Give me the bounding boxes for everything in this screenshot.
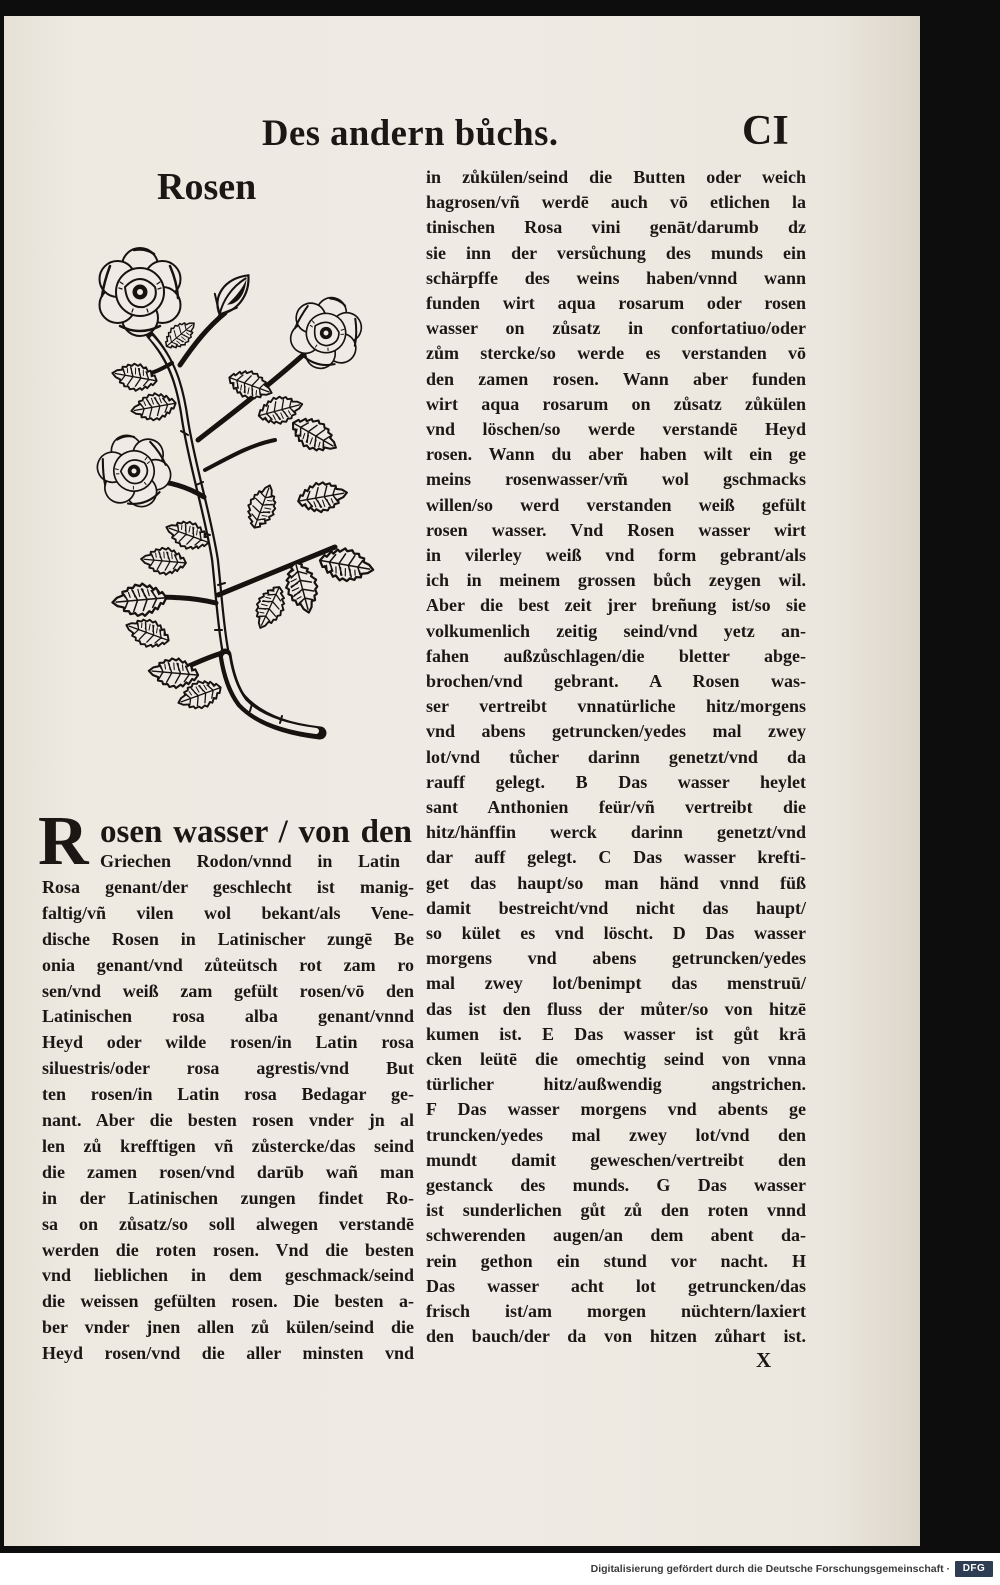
- text-line: werden die roten rosen. Vnd die besten: [42, 1239, 414, 1260]
- text-line: lot/vnd tůcher darinn genetzt/vnd da: [426, 746, 806, 767]
- text-line: rosen. Wann du aber haben wilt ein ge: [426, 444, 806, 465]
- text-line: so kület es vnd löscht. D Das wasser: [426, 923, 806, 943]
- text-line: vnd löschen/so werde verstandē Heyd: [426, 419, 806, 439]
- rose-leaf: [296, 478, 350, 516]
- rose-flower: [89, 425, 178, 518]
- text-line: gestanck des munds. G Das wasser: [426, 1175, 806, 1195]
- text-line: kumen ist. E Das wasser ist gůt krā: [426, 1023, 806, 1044]
- decorated-initial: R: [38, 803, 89, 880]
- text-line: siluestris/oder rosa agrestis/vnd But: [42, 1058, 414, 1079]
- text-line: ten rosen/in Latin rosa Bedagar ge-: [42, 1084, 414, 1105]
- rose-leaf: [111, 582, 168, 619]
- rose-bud: [203, 265, 254, 329]
- text-line: truncken/yedes mal zwey lot/vnd den: [426, 1124, 806, 1145]
- text-line: sa on zůsatz/so soll alwegen verstandē: [42, 1213, 414, 1234]
- text-line: dar auff gelegt. C Das wasser krefti-: [426, 847, 806, 868]
- rose-leaf: [248, 581, 291, 633]
- text-line: den bauch/der da von hitzen zůhart ist.: [426, 1326, 806, 1347]
- text-line: Griechen Rodon/vnnd in Latin: [100, 851, 400, 871]
- text-line: rosen wasser. Vnd Rosen wasser wirt: [426, 519, 806, 540]
- text-line: die zamen rosen/vnd darūb wañ man: [42, 1161, 414, 1182]
- footer-bar: [0, 1553, 1000, 1585]
- text-line: mundt damit geweschen/vertreibt den: [426, 1149, 806, 1170]
- text-line: funden wirt aqua rosarum oder rosen: [426, 293, 806, 313]
- text-line: fahen außzůschlagen/die bletter abge-: [426, 645, 806, 666]
- text-line: morgens vnd abens getruncken/yedes: [426, 948, 806, 969]
- text-line: meins rosenwasser/vm̃ wol gschmacks: [426, 469, 806, 490]
- text-line: cken leütē die omechtig seind von vnna: [426, 1049, 806, 1069]
- text-line: Rosa genant/der geschlecht ist manig-: [42, 876, 414, 897]
- text-line: rauff gelegt. B Das wasser heylet: [426, 771, 806, 792]
- text-line: brochen/vnd gebrant. A Rosen was-: [426, 671, 806, 691]
- text-line: türlicher hitz/außwendig angstrichen.: [426, 1074, 806, 1095]
- funding-credit: Digitalisierung gefördert durch die Deutsche Forschungsgemeinschaft ·: [590, 1563, 950, 1575]
- text-line: faltig/vñ vilen wol bekant/als Vene-: [42, 902, 414, 923]
- text-line: F Das wasser morgens vnd abents ge: [426, 1099, 806, 1120]
- text-line: die weissen gefülten rosen. Die besten a-: [42, 1291, 414, 1312]
- text-line: in zůkülen/seind die Butten oder weich: [426, 167, 806, 187]
- text-line: schwerenden augen/an dem abent da-: [426, 1225, 806, 1246]
- dfg-logo: DFG: [955, 1561, 993, 1577]
- text-line: nant. Aber die besten rosen vnder jn al: [42, 1110, 414, 1130]
- text-line: hitz/hänffin werck darinn genetzt/vnd: [426, 822, 806, 843]
- first-line: osen wasser / von den: [100, 814, 412, 850]
- text-line: tinischen Rosa vini genāt/darumb dz: [426, 217, 806, 238]
- text-line: Heyd rosen/vnd die aller minsten vnd: [42, 1343, 414, 1364]
- text-line: hagrosen/vñ werdē auch vō etlichen la: [426, 192, 806, 213]
- text-line: get das haupt/so man händ vnnd füß: [426, 872, 806, 893]
- text-line: schärpffe des weins haben/vnnd wann: [426, 267, 806, 288]
- text-line: ber vnder jnen allen zů külen/seind die: [42, 1317, 414, 1338]
- text-line: Das wasser acht lot getruncken/das: [426, 1275, 806, 1296]
- text-line: in vilerley weiß vnd form gebrant/als: [426, 545, 806, 565]
- section-title: Rosen: [157, 166, 257, 208]
- text-line: dische Rosen in Latinischer zungē Be: [42, 928, 414, 949]
- text-line: vnd lieblichen in dem geschmack/seind: [42, 1265, 414, 1286]
- text-line: mal zwey lot/benimpt das menstruū/: [426, 973, 806, 994]
- rose-leaf: [140, 546, 187, 577]
- rose-leaf: [286, 410, 344, 460]
- text-line: sen/vnd weiß zam gefült rosen/vō den: [42, 980, 414, 1001]
- text-line: willen/so werd verstanden weiß gefült: [426, 494, 806, 515]
- text-line: Latinischen rosa alba genant/vnnd: [42, 1006, 414, 1027]
- text-line: rein gethon ein stund vor nacht. H: [426, 1250, 806, 1271]
- running-title: Des andern bůchs.: [262, 112, 559, 153]
- text-line: wasser on zůsatz in confortatiuo/oder: [426, 318, 806, 339]
- text-line: ich in meinem grossen bůch zeygen wil.: [426, 570, 806, 591]
- text-line: in der Latinischen zungen findet Ro-: [42, 1187, 414, 1208]
- text-line: ist sunderlichen gůt zů den roten vnnd: [426, 1200, 806, 1221]
- text-line: len zů krefftigen vñ zůstercke/das seind: [42, 1135, 414, 1156]
- text-line: sie inn der versůchung des munds ein: [426, 242, 806, 263]
- catchword: X: [756, 1348, 772, 1372]
- text-line: zům stercke/so werde es verstanden vō: [426, 343, 806, 364]
- text-line: onia genant/vnd zůteütsch rot zam ro: [42, 954, 414, 975]
- text-line: Aber die best zeit jrer breñung ist/so sie: [426, 595, 806, 616]
- rose-woodcut-illustration: [80, 235, 380, 745]
- rose-leaf: [122, 612, 174, 653]
- text-line: Heyd oder wilde rosen/in Latin rosa: [42, 1032, 414, 1053]
- folio-number: CI: [742, 108, 789, 154]
- text-line: das ist den fluss der můter/so von hitzē: [426, 998, 806, 1019]
- text-line: vnd abens getruncken/yedes mal zwey: [426, 721, 806, 742]
- text-line: sant Anthonien feür/vñ vertreibt die: [426, 797, 806, 817]
- rose-leaf: [129, 390, 178, 424]
- text-line: frisch ist/am morgen nüchtern/laxiert: [426, 1301, 806, 1321]
- rose-leaf: [242, 481, 283, 533]
- text-line: den zamen rosen. Wann aber funden: [426, 368, 806, 389]
- text-line: damit bestreicht/vnd nicht das haupt/: [426, 897, 806, 918]
- text-line: ser vertreibt vnnatürliche hitz/morgens: [426, 696, 806, 717]
- rose-flower: [100, 248, 181, 336]
- text-line: wirt aqua rosarum on zůsatz zůkülen: [426, 393, 806, 414]
- text-line: volkumenlich zeitig seind/vnd yetz an-: [426, 620, 806, 641]
- rose-leaf: [110, 360, 159, 394]
